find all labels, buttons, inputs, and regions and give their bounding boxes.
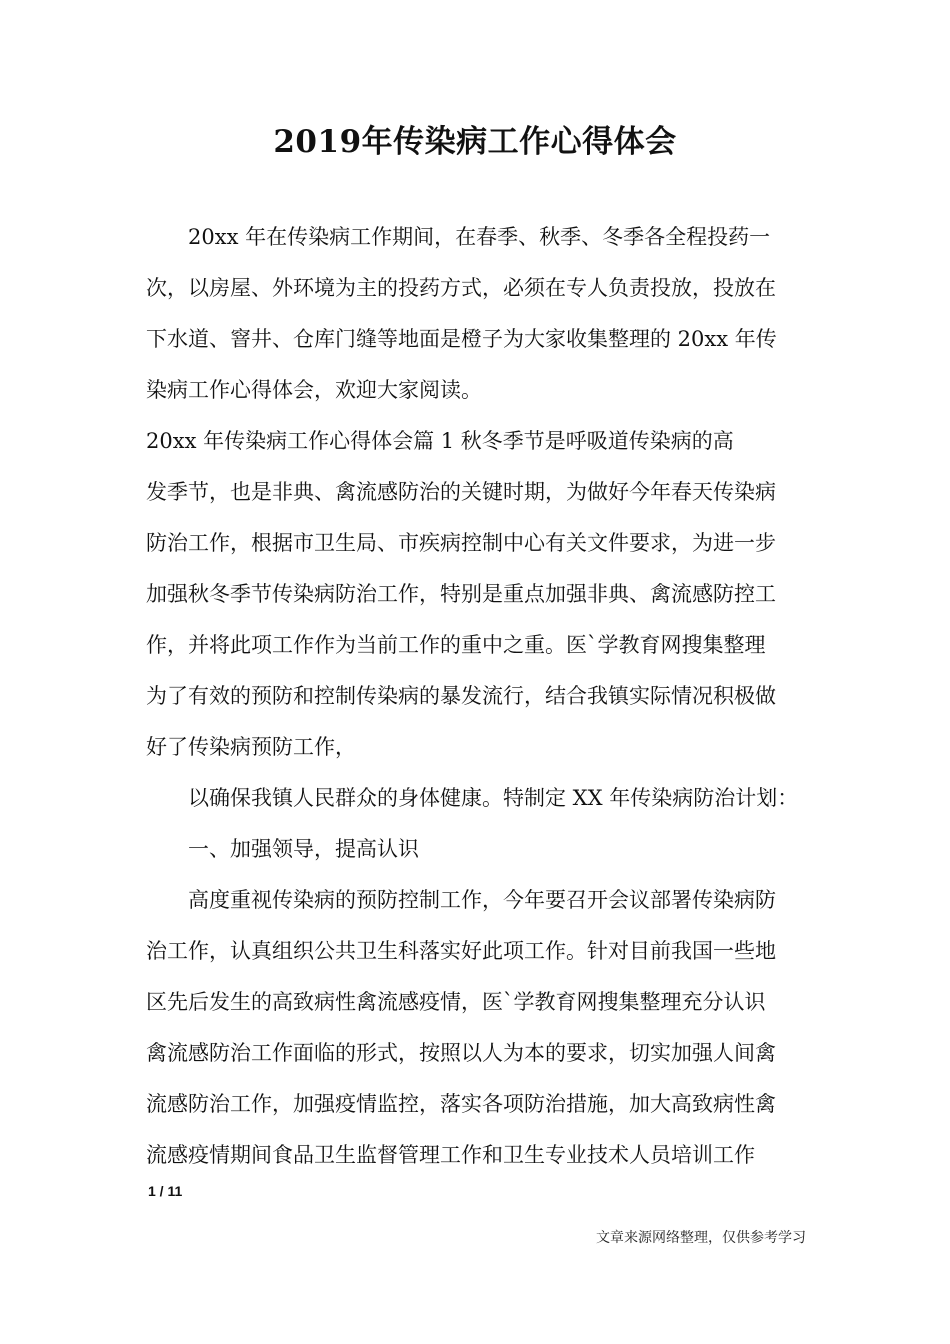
- paragraph-line: 20xx 年传染病工作心得体会篇 1 秋冬季节是呼吸道传染病的高: [146, 429, 734, 453]
- paragraph-line: 好了传染病预防工作，: [146, 735, 356, 759]
- paragraph-line: 加强秋冬季节传染病防治工作，特别是重点加强非典、禽流感防控工: [146, 582, 776, 606]
- paragraph-line: 防治工作，根据市卫生局、市疾病控制中心有关文件要求，为进一步: [146, 531, 776, 555]
- paragraph-line: 治工作，认真组织公共卫生科落实好此项工作。针对目前我国一些地: [146, 939, 776, 963]
- paragraph-line: 发季节，也是非典、禽流感防治的关键时期，为做好今年春天传染病: [146, 480, 776, 504]
- paragraph-line: 流感疫情期间食品卫生监督管理工作和卫生专业技术人员培训工作: [146, 1143, 755, 1167]
- paragraph-line: 作，并将此项工作作为当前工作的重中之重。医`学教育网搜集整理: [146, 633, 766, 657]
- paragraph-line: 次，以房屋、外环境为主的投药方式，必须在专人负责投放，投放在: [146, 276, 776, 300]
- paragraph-line: 流感防治工作，加强疫情监控，落实各项防治措施，加大高致病性禽: [146, 1092, 776, 1116]
- document-title: 2019年传染病工作心得体会: [273, 124, 677, 160]
- paragraph-line: 禽流感防治工作面临的形式，按照以人为本的要求，切实加强人间禽: [146, 1041, 776, 1065]
- section-heading: 一、加强领导，提高认识: [188, 837, 419, 861]
- page-number: 1 / 11: [148, 1183, 183, 1199]
- paragraph-line: 下水道、窨井、仓库门缝等地面是橙子为大家收集整理的 20xx 年传: [146, 327, 777, 351]
- paragraph-line: 以确保我镇人民群众的身体健康。特制定 XX 年传染病防治计划：: [188, 786, 799, 810]
- paragraph-line: 高度重视传染病的预防控制工作，今年要召开会议部署传染病防: [188, 888, 776, 912]
- paragraph-line: 为了有效的预防和控制传染病的暴发流行，结合我镇实际情况积极做: [146, 684, 776, 708]
- paragraph-line: 20xx 年在传染病工作期间，在春季、秋季、冬季各全程投药一: [188, 225, 771, 249]
- source-note: 文章来源网络整理，仅供参考学习: [596, 1229, 806, 1245]
- paragraph-line: 染病工作心得体会，欢迎大家阅读。: [146, 378, 482, 402]
- paragraph-line: 区先后发生的高致病性禽流感疫情，医`学教育网搜集整理充分认识: [146, 990, 766, 1014]
- document-body: [146, 212, 818, 1181]
